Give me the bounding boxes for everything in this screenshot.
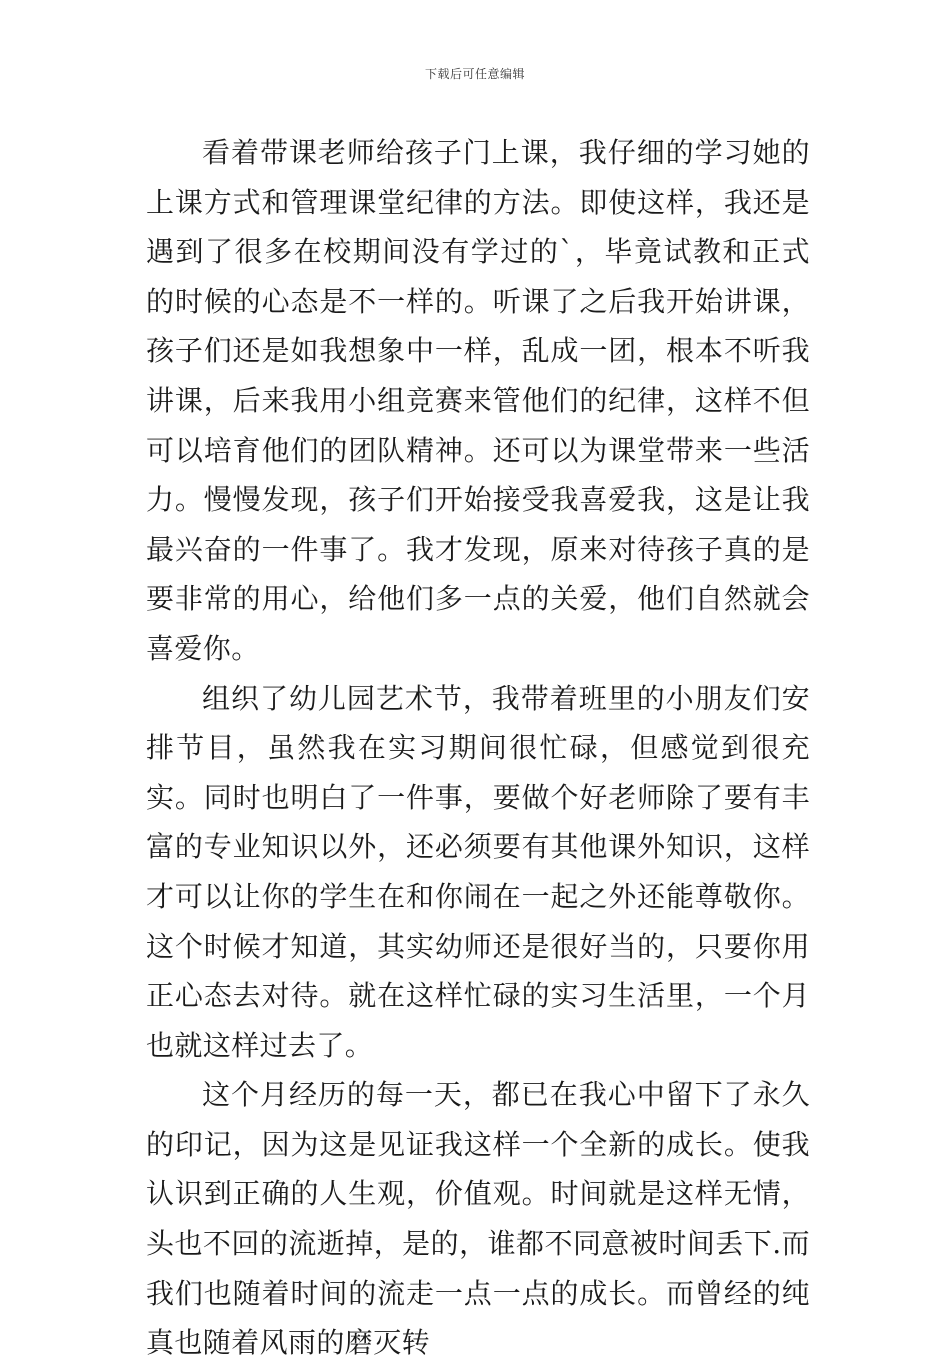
header-note: 下载后可任意编辑	[424, 67, 525, 81]
paragraph-1: 看着带课老师给孩子门上课，我仔细的学习她的上课方式和管理课堂纪律的方法。即使这样，我还是遇到了很多在校期间没有学过的`，毕竟试教和正式的时候的心态是不一样的。听课了之后我开始讲课，孩子们还是如我想象中一样，乱成一团，根本不听我讲课，后来我用小组竞赛来管他们的纪律，这样不但可以培育他们的团队精神。还可以为课堂带来一些活力。慢慢发现，孩子们开始接受我喜爱我，这是让我最兴奋的一件事了。我才发现，原来对待孩子真的是要非常的用心，给他们多一点的关爱，他们自然就会喜爱你。	[146, 136, 810, 665]
paragraph-3: 这个月经历的每一天，都已在我心中留下了永久的印记，因为这是见证我这样一个全新的成长。使我认识到正确的人生观，价值观。时间就是这样无情，头也不回的流逝掉，是的，谁都不同意被时间丢下.而我们也随着时间的流走一点一点的成长。而曾经的纯真也随着风雨的磨灭转	[146, 1078, 810, 1360]
document-body	[146, 128, 810, 1368]
paragraph-2: 组织了幼儿园艺术节，我带着班里的小朋友们安排节目，虽然我在实习期间很忙碌，但感觉到很充实。同时也明白了一件事，要做个好老师除了要有丰富的专业知识以外，还必须要有其他课外知识，这样才可以让你的学生在和你闹在一起之外还能尊敬你。这个时候才知道，其实幼师还是很好当的，只要你用正心态去对待。就在这样忙碌的实习生活里，一个月也就这样过去了。	[146, 681, 810, 1062]
